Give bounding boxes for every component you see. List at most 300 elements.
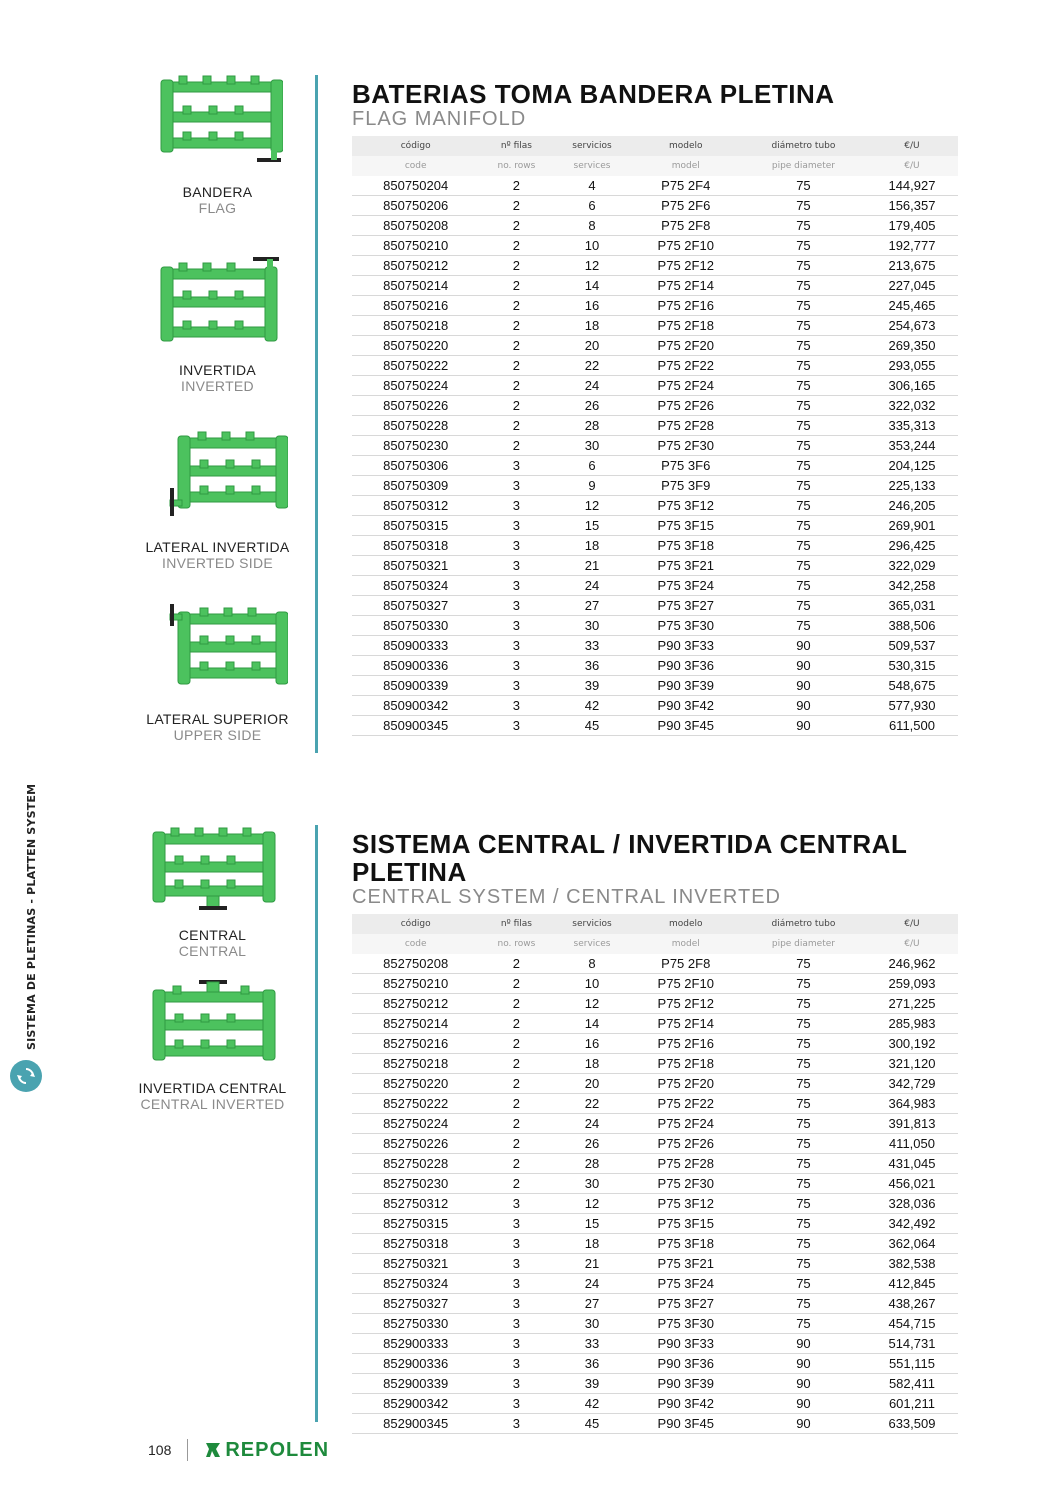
cell-code: 850900339 — [352, 676, 479, 696]
cell-price: 353,244 — [866, 436, 958, 456]
cell-services: 21 — [553, 1254, 630, 1274]
cell-services: 4 — [553, 176, 630, 196]
cell-code: 850750214 — [352, 276, 479, 296]
table-row — [352, 1154, 958, 1174]
cell-diameter: 75 — [741, 256, 866, 276]
cell-services: 20 — [553, 1074, 630, 1094]
cell-price: 514,731 — [866, 1334, 958, 1354]
col-header: pipe diameter — [741, 934, 866, 954]
cell-diameter: 75 — [741, 1214, 866, 1234]
cell-code: 852900333 — [352, 1334, 479, 1354]
cell-services: 14 — [553, 1014, 630, 1034]
cell-model: P90 3F42 — [631, 1394, 741, 1414]
cell-services: 16 — [553, 1034, 630, 1054]
cell-code: 850900336 — [352, 656, 479, 676]
cell-model: P75 2F22 — [631, 356, 741, 376]
cell-diameter: 90 — [741, 1414, 866, 1434]
cell-code: 850750220 — [352, 336, 479, 356]
cell-model: P75 2F30 — [631, 436, 741, 456]
cell-services: 28 — [553, 416, 630, 436]
cell-rows: 3 — [479, 1334, 553, 1354]
manifold-central-inverted — [125, 978, 300, 1112]
cell-model: P75 2F6 — [631, 196, 741, 216]
manifold-flag — [130, 70, 305, 216]
table-row — [352, 994, 958, 1014]
cell-rows: 2 — [479, 1094, 553, 1114]
table-row — [352, 596, 958, 616]
cell-rows: 3 — [479, 656, 553, 676]
cell-diameter: 75 — [741, 216, 866, 236]
cell-model: P90 3F39 — [631, 1374, 741, 1394]
table-row — [352, 236, 958, 256]
table-header-en — [352, 156, 958, 176]
cell-model: P75 3F15 — [631, 1214, 741, 1234]
cell-code: 850750212 — [352, 256, 479, 276]
table-row — [352, 716, 958, 736]
cell-rows: 3 — [479, 556, 553, 576]
section-title: BATERIAS TOMA BANDERA PLETINA — [352, 79, 835, 109]
col-header: code — [352, 156, 479, 176]
cell-services: 22 — [553, 1094, 630, 1114]
cell-diameter: 75 — [741, 356, 866, 376]
cell-code: 850750216 — [352, 296, 479, 316]
cell-rows: 2 — [479, 296, 553, 316]
table-row — [352, 1274, 958, 1294]
table-row — [352, 1014, 958, 1034]
cell-price: 342,729 — [866, 1074, 958, 1094]
manifold-label-en: CENTRAL INVERTED — [140, 1096, 285, 1112]
cell-diameter: 75 — [741, 316, 866, 336]
cell-diameter: 75 — [741, 596, 866, 616]
col-header: código — [352, 914, 479, 934]
manifold-label-es: INVERTIDA — [178, 362, 257, 378]
cell-price: 322,032 — [866, 396, 958, 416]
cell-diameter: 90 — [741, 716, 866, 736]
cell-diameter: 75 — [741, 456, 866, 476]
cell-diameter: 75 — [741, 1254, 866, 1274]
cell-price: 601,211 — [866, 1394, 958, 1414]
cell-model: P75 2F10 — [631, 236, 741, 256]
cell-price: 192,777 — [866, 236, 958, 256]
cell-price: 582,411 — [866, 1374, 958, 1394]
cell-model: P75 2F20 — [631, 1074, 741, 1094]
central-inverted-manifold-icon — [145, 978, 280, 1068]
cell-rows: 2 — [479, 416, 553, 436]
section-title: SISTEMA CENTRAL / INVERTIDA CENTRAL PLETINA — [352, 829, 907, 887]
cell-price: 551,115 — [866, 1354, 958, 1374]
inverted-manifold-icon — [153, 255, 283, 350]
table-row — [352, 316, 958, 336]
cell-model: P90 3F33 — [631, 636, 741, 656]
section2-divider — [315, 825, 318, 1422]
page-number: 108 — [148, 1442, 172, 1458]
manifold-label-en: INVERTED — [181, 378, 254, 394]
cell-model: P75 3F18 — [631, 1234, 741, 1254]
cell-price: 179,405 — [866, 216, 958, 236]
col-header: model — [631, 934, 741, 954]
cell-services: 28 — [553, 1154, 630, 1174]
table-row — [352, 656, 958, 676]
table-row — [352, 676, 958, 696]
cell-code: 850750206 — [352, 196, 479, 216]
cell-price: 438,267 — [866, 1294, 958, 1314]
cell-price: 285,983 — [866, 1014, 958, 1034]
cell-code: 852750212 — [352, 994, 479, 1014]
cell-price: 254,673 — [866, 316, 958, 336]
cell-rows: 3 — [479, 1254, 553, 1274]
manifold-label-es: INVERTIDA CENTRAL — [138, 1080, 287, 1096]
col-header: no. rows — [479, 934, 553, 954]
cell-rows: 2 — [479, 256, 553, 276]
cell-code: 850750226 — [352, 396, 479, 416]
table-row — [352, 376, 958, 396]
cell-diameter: 75 — [741, 974, 866, 994]
cell-price: 296,425 — [866, 536, 958, 556]
cell-model: P75 3F24 — [631, 1274, 741, 1294]
col-header: diámetro tubo — [741, 914, 866, 934]
cell-diameter: 75 — [741, 176, 866, 196]
cell-rows: 3 — [479, 536, 553, 556]
cell-code: 850750228 — [352, 416, 479, 436]
cell-services: 30 — [553, 1314, 630, 1334]
table-header-en — [352, 934, 958, 954]
table-row — [352, 1034, 958, 1054]
cell-price: 225,133 — [866, 476, 958, 496]
manifold-label-en: UPPER SIDE — [173, 727, 262, 743]
inverted-side-manifold-icon — [148, 428, 288, 523]
cell-code: 852750224 — [352, 1114, 479, 1134]
cell-rows: 2 — [479, 994, 553, 1014]
section-subtitle: FLAG MANIFOLD — [352, 108, 527, 130]
cell-price: 611,500 — [866, 716, 958, 736]
cell-services: 10 — [553, 974, 630, 994]
cell-services: 22 — [553, 356, 630, 376]
cell-rows: 3 — [479, 1374, 553, 1394]
table-row — [352, 1074, 958, 1094]
cell-code: 852750210 — [352, 974, 479, 994]
cell-model: P75 2F12 — [631, 994, 741, 1014]
cell-diameter: 90 — [741, 1334, 866, 1354]
table-row — [352, 1234, 958, 1254]
cell-services: 14 — [553, 276, 630, 296]
cell-price: 306,165 — [866, 376, 958, 396]
table-row — [352, 1214, 958, 1234]
cell-rows: 3 — [479, 716, 553, 736]
cell-price: 269,350 — [866, 336, 958, 356]
table-row — [352, 696, 958, 716]
cell-price: 300,192 — [866, 1034, 958, 1054]
col-header: pipe diameter — [741, 156, 866, 176]
cell-code: 852750218 — [352, 1054, 479, 1074]
cell-rows: 2 — [479, 236, 553, 256]
footer-divider — [187, 1439, 188, 1461]
cell-price: 342,492 — [866, 1214, 958, 1234]
cell-rows: 3 — [479, 1214, 553, 1234]
cell-rows: 3 — [479, 576, 553, 596]
cell-code: 850900333 — [352, 636, 479, 656]
cell-diameter: 75 — [741, 1114, 866, 1134]
col-header: code — [352, 934, 479, 954]
cell-rows: 2 — [479, 1054, 553, 1074]
cell-model: P75 3F21 — [631, 1254, 741, 1274]
cell-model: P75 2F8 — [631, 954, 741, 974]
cell-services: 8 — [553, 216, 630, 236]
cell-services: 10 — [553, 236, 630, 256]
cell-services: 33 — [553, 636, 630, 656]
cell-rows: 3 — [479, 696, 553, 716]
table-row — [352, 1094, 958, 1114]
cell-price: 364,983 — [866, 1094, 958, 1114]
cell-services: 12 — [553, 994, 630, 1014]
cell-code: 852750208 — [352, 954, 479, 974]
cell-rows: 2 — [479, 276, 553, 296]
cell-code: 850900342 — [352, 696, 479, 716]
col-header: €/U — [866, 914, 958, 934]
cell-rows: 2 — [479, 1074, 553, 1094]
col-header: código — [352, 136, 479, 156]
cell-services: 26 — [553, 396, 630, 416]
cell-code: 852750324 — [352, 1274, 479, 1294]
cell-rows: 3 — [479, 476, 553, 496]
cell-price: 411,050 — [866, 1134, 958, 1154]
cell-price: 245,465 — [866, 296, 958, 316]
cell-model: P75 2F26 — [631, 396, 741, 416]
table-header-es — [352, 136, 958, 156]
table-row — [352, 1114, 958, 1134]
table-header-es — [352, 914, 958, 934]
cell-code: 852750214 — [352, 1014, 479, 1034]
table-row — [352, 336, 958, 356]
cell-diameter: 75 — [741, 416, 866, 436]
cell-diameter: 75 — [741, 296, 866, 316]
cell-services: 9 — [553, 476, 630, 496]
table-row — [352, 1134, 958, 1154]
upper-side-manifold-icon — [148, 602, 288, 697]
cell-model: P75 2F8 — [631, 216, 741, 236]
section1-divider — [315, 75, 318, 753]
cell-model: P75 2F4 — [631, 176, 741, 196]
cell-diameter: 75 — [741, 1314, 866, 1334]
cell-diameter: 75 — [741, 1294, 866, 1314]
table-row — [352, 636, 958, 656]
cell-diameter: 75 — [741, 1274, 866, 1294]
table-row — [352, 974, 958, 994]
cell-diameter: 75 — [741, 954, 866, 974]
cell-code: 850750204 — [352, 176, 479, 196]
manifold-label-en: CENTRAL — [178, 943, 247, 959]
page-footer — [148, 1438, 329, 1462]
cell-model: P75 3F27 — [631, 596, 741, 616]
cell-diameter: 75 — [741, 556, 866, 576]
cell-services: 20 — [553, 336, 630, 356]
cell-rows: 3 — [479, 456, 553, 476]
table-row — [352, 576, 958, 596]
table-row — [352, 296, 958, 316]
cell-rows: 3 — [479, 1354, 553, 1374]
cell-services: 18 — [553, 316, 630, 336]
manifold-inverted — [130, 255, 305, 394]
cell-diameter: 75 — [741, 276, 866, 296]
cell-services: 30 — [553, 1174, 630, 1194]
cell-diameter: 90 — [741, 676, 866, 696]
cell-diameter: 75 — [741, 1074, 866, 1094]
cell-rows: 2 — [479, 196, 553, 216]
cell-code: 850750309 — [352, 476, 479, 496]
cell-code: 852750318 — [352, 1234, 479, 1254]
col-header: €/U — [866, 136, 958, 156]
cell-code: 852900342 — [352, 1394, 479, 1414]
manifold-label-en: INVERTED SIDE — [162, 555, 273, 571]
table-row — [352, 356, 958, 376]
cell-rows: 3 — [479, 1294, 553, 1314]
cell-rows: 3 — [479, 616, 553, 636]
cell-services: 12 — [553, 1194, 630, 1214]
table-row — [352, 516, 958, 536]
cell-diameter: 75 — [741, 1194, 866, 1214]
cell-services: 45 — [553, 1414, 630, 1434]
cell-services: 6 — [553, 196, 630, 216]
cell-diameter: 75 — [741, 1034, 866, 1054]
cell-model: P90 3F39 — [631, 676, 741, 696]
cell-price: 388,506 — [866, 616, 958, 636]
repolen-mark-icon — [204, 1441, 222, 1459]
cell-services: 26 — [553, 1134, 630, 1154]
table-row — [352, 1054, 958, 1074]
cell-model: P75 3F6 — [631, 456, 741, 476]
cell-code: 850750230 — [352, 436, 479, 456]
cell-code: 850900345 — [352, 716, 479, 736]
table-row — [352, 1294, 958, 1314]
table-row — [352, 176, 958, 196]
side-section-label: SISTEMA DE PLETINAS - PLATTEN SYSTEM — [25, 783, 38, 1050]
cell-rows: 2 — [479, 376, 553, 396]
cell-diameter: 75 — [741, 436, 866, 456]
cell-rows: 2 — [479, 1154, 553, 1174]
table-row — [352, 496, 958, 516]
cell-diameter: 75 — [741, 1134, 866, 1154]
cell-model: P75 2F20 — [631, 336, 741, 356]
cell-model: P90 3F36 — [631, 656, 741, 676]
cell-rows: 2 — [479, 1114, 553, 1134]
cell-services: 36 — [553, 656, 630, 676]
cell-model: P75 2F12 — [631, 256, 741, 276]
cell-price: 246,962 — [866, 954, 958, 974]
cell-services: 18 — [553, 1234, 630, 1254]
cell-diameter: 90 — [741, 636, 866, 656]
cell-model: P75 3F9 — [631, 476, 741, 496]
cell-services: 24 — [553, 376, 630, 396]
cell-rows: 2 — [479, 176, 553, 196]
col-header: modelo — [631, 136, 741, 156]
cell-code: 852750220 — [352, 1074, 479, 1094]
cell-services: 6 — [553, 456, 630, 476]
manifold-label-es: BANDERA — [182, 184, 253, 200]
table-row — [352, 276, 958, 296]
cell-model: P75 2F28 — [631, 1154, 741, 1174]
col-header: servicios — [553, 914, 630, 934]
cell-rows: 2 — [479, 1014, 553, 1034]
table-row — [352, 256, 958, 276]
cell-model: P75 2F16 — [631, 1034, 741, 1054]
cell-price: 391,813 — [866, 1114, 958, 1134]
cell-code: 852750216 — [352, 1034, 479, 1054]
cell-model: P90 3F33 — [631, 1334, 741, 1354]
brand-name: REPOLEN — [225, 1438, 330, 1461]
cell-services: 45 — [553, 716, 630, 736]
cell-model: P75 2F30 — [631, 1174, 741, 1194]
table-row — [352, 1174, 958, 1194]
table-row — [352, 1254, 958, 1274]
section-flag-manifold — [352, 80, 958, 736]
flag-manifold-icon — [153, 70, 283, 170]
cell-price: 246,205 — [866, 496, 958, 516]
cell-price: 412,845 — [866, 1274, 958, 1294]
cell-rows: 3 — [479, 1274, 553, 1294]
cell-model: P75 3F12 — [631, 496, 741, 516]
col-header: services — [553, 156, 630, 176]
cell-code: 850750318 — [352, 536, 479, 556]
cell-code: 852900336 — [352, 1354, 479, 1374]
cell-rows: 3 — [479, 596, 553, 616]
cell-model: P75 3F30 — [631, 1314, 741, 1334]
col-header: services — [553, 934, 630, 954]
cell-diameter: 75 — [741, 476, 866, 496]
cell-model: P75 3F12 — [631, 1194, 741, 1214]
cell-price: 365,031 — [866, 596, 958, 616]
col-header: no. rows — [479, 156, 553, 176]
cell-diameter: 75 — [741, 196, 866, 216]
col-header: servicios — [553, 136, 630, 156]
cell-rows: 2 — [479, 356, 553, 376]
cell-price: 293,055 — [866, 356, 958, 376]
cell-diameter: 75 — [741, 1014, 866, 1034]
cell-code: 850750327 — [352, 596, 479, 616]
col-header: nº filas — [479, 914, 553, 934]
central-manifold-icon — [145, 822, 280, 917]
cell-services: 21 — [553, 556, 630, 576]
cell-model: P75 2F22 — [631, 1094, 741, 1114]
manifold-label-es: CENTRAL — [178, 927, 247, 943]
cell-code: 852750226 — [352, 1134, 479, 1154]
recycle-icon — [10, 1060, 42, 1092]
cell-price: 269,901 — [866, 516, 958, 536]
cell-diameter: 75 — [741, 1054, 866, 1074]
cell-model: P75 2F24 — [631, 376, 741, 396]
cell-price: 144,927 — [866, 176, 958, 196]
cell-model: P75 2F28 — [631, 416, 741, 436]
cell-services: 12 — [553, 256, 630, 276]
brand-logo — [204, 1439, 329, 1462]
cell-code: 850750330 — [352, 616, 479, 636]
cell-price: 271,225 — [866, 994, 958, 1014]
manifold-inverted-side — [130, 428, 305, 571]
table-row — [352, 616, 958, 636]
cell-code: 852750222 — [352, 1094, 479, 1114]
cell-price: 335,313 — [866, 416, 958, 436]
cell-code: 850750218 — [352, 316, 479, 336]
cell-model: P75 2F16 — [631, 296, 741, 316]
cell-code: 850750208 — [352, 216, 479, 236]
manifold-label-es: LATERAL SUPERIOR — [146, 711, 289, 727]
table-row — [352, 1394, 958, 1414]
manifold-label-es: LATERAL INVERTIDA — [145, 539, 290, 555]
cell-diameter: 75 — [741, 1094, 866, 1114]
cell-services: 18 — [553, 1054, 630, 1074]
cell-model: P75 3F15 — [631, 516, 741, 536]
cell-rows: 3 — [479, 1314, 553, 1334]
cell-price: 382,538 — [866, 1254, 958, 1274]
cell-model: P75 2F26 — [631, 1134, 741, 1154]
